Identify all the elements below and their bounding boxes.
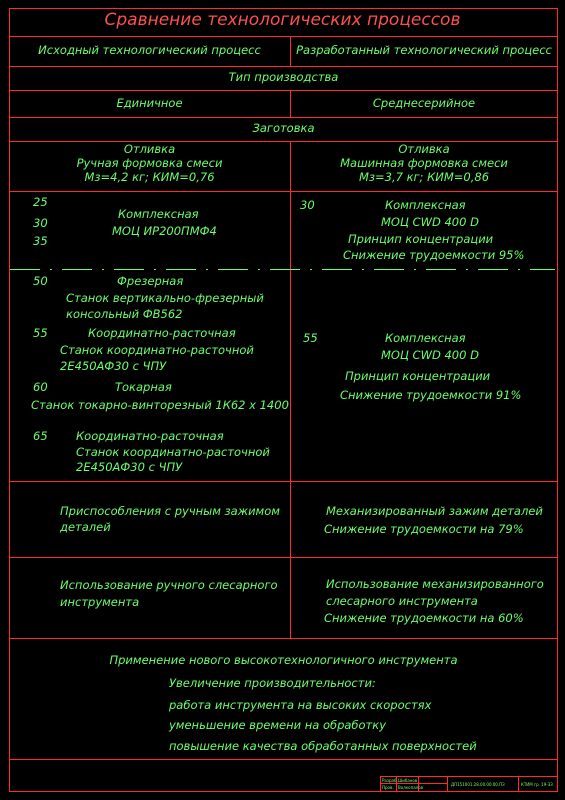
- op-number: 25: [33, 195, 48, 209]
- stamp-checked-label: Пров.: [382, 785, 394, 790]
- dashed-separator: [10, 269, 555, 270]
- fixtures-original-line: деталей: [60, 520, 111, 534]
- op-number: 65: [33, 429, 48, 443]
- op-machine-line: Станок координатно-расточной: [76, 445, 270, 459]
- blank-label: Заготовка: [252, 121, 315, 135]
- op-reduction: Снижение трудоемкости 95%: [343, 248, 525, 262]
- op-name: Токарная: [115, 380, 172, 394]
- op-machine-line: Станок вертикально-фрезерный: [66, 291, 264, 305]
- op-number: 30: [300, 198, 315, 212]
- production-type-original: Единичное: [116, 96, 183, 110]
- production-type-label: Тип производства: [228, 70, 339, 84]
- new-tools-heading: Применение нового высокотехнологичного инструмента: [109, 653, 458, 667]
- op-name: Комплексная: [385, 331, 466, 345]
- fixtures-original-line: Приспособления с ручным зажимом: [60, 504, 280, 518]
- op-number: 30: [33, 216, 48, 230]
- new-tools-item: работа инструмента на высоких скоростях: [169, 698, 432, 712]
- op-number: 55: [303, 331, 318, 345]
- op-name: Координатно-расточная: [76, 429, 224, 443]
- blank-developed-line: Отливка: [398, 142, 450, 156]
- op-number: 50: [33, 274, 48, 288]
- tools-original-line: инструмента: [60, 595, 140, 609]
- tools-original-line: Использование ручного слесарного: [60, 578, 278, 592]
- op-machine-line: Станок координатно-расточной: [60, 343, 254, 357]
- op-principle: Принцип концентрации: [345, 369, 491, 383]
- new-tools-subheading: Увеличение производительности:: [169, 676, 376, 690]
- tools-developed-line: Использование механизированного: [326, 577, 544, 591]
- op-principle: Принцип концентрации: [348, 232, 494, 246]
- op-name: Комплексная: [118, 207, 199, 221]
- blank-original-line: Мз=4,2 кг; КИМ=0,76: [84, 170, 215, 184]
- op-machine-line: 2Е450АФ30 с ЧПУ: [76, 460, 183, 474]
- op-name: Комплексная: [385, 198, 466, 212]
- header-original-process: Исходный технологический процесс: [38, 43, 261, 57]
- blank-developed-line: Мз=3,7 кг; КИМ=0,86: [358, 170, 490, 184]
- op-machine-line: 2Е450АФ30 с ЧПУ: [60, 359, 167, 373]
- op-machine: МОЦ CWD 400 D: [381, 348, 479, 362]
- tools-developed-line: слесарного инструмента: [326, 594, 478, 608]
- op-machine-line: консольный ФВ562: [66, 307, 183, 321]
- stamp-sheet: КТИМ гр. 19-33: [521, 782, 553, 787]
- op-name: Фрезерная: [117, 274, 184, 288]
- tools-developed-line: Снижение трудоемкости на 60%: [324, 611, 524, 625]
- op-machine: МОЦ CWD 400 D: [381, 215, 479, 229]
- blank-original-line: Ручная формовка смеси: [76, 156, 223, 170]
- op-number: 35: [33, 234, 48, 248]
- new-tools-item: повышение качества обработанных поверхностей: [169, 739, 477, 753]
- fixtures-developed-line: Механизированный зажим деталей: [326, 504, 543, 518]
- op-machine: МОЦ ИР200ПМФ4: [112, 224, 217, 238]
- new-tools-item: уменьшение времени на обработку: [169, 718, 387, 732]
- stamp-designed-label: Разраб.: [382, 778, 398, 783]
- op-reduction: Снижение трудоемкости 91%: [340, 388, 522, 402]
- header-developed-process: Разработанный технологический процесс: [296, 43, 552, 57]
- op-machine-line: Станок токарно-винторезный 1К62 х 1400: [31, 398, 289, 412]
- stamp-doc-code: ДП151001.28.00.00.00.ПЗ: [451, 782, 505, 787]
- blank-original-line: Отливка: [123, 142, 176, 156]
- fixtures-developed-line: Снижение трудоемкости на 79%: [324, 522, 524, 536]
- op-number: 60: [33, 380, 48, 394]
- page-title: Сравнение технологических процессов: [104, 10, 461, 30]
- op-number: 55: [33, 326, 48, 340]
- stamp-designed-name: Шибанов: [398, 778, 418, 783]
- op-name: Координатно-расточная: [88, 326, 236, 340]
- stamp-checked-name: Волкопалов: [398, 785, 424, 790]
- blank-developed-line: Машинная формовка смеси: [340, 156, 508, 170]
- production-type-developed: Среднесерийное: [372, 96, 476, 110]
